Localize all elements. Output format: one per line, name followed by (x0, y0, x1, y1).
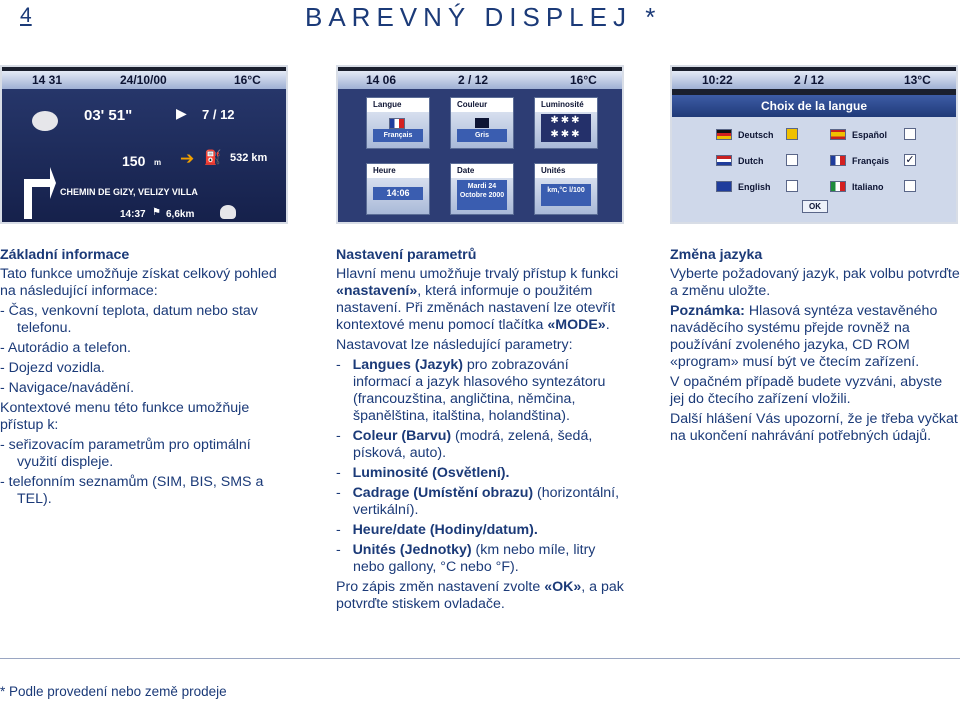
text: Pro zápis změn nastavení zvolte (336, 579, 545, 595)
text: Hlasová syntéza vestavěného naváděcího systému přejde rovněž na používání zvoleného jazyka, CD ROM «program» musí být ve čtecím zařízení. (670, 303, 938, 370)
tile-label: Luminosité (535, 98, 597, 112)
screen-status-bar (672, 71, 956, 89)
text-emphasis: Coleur (Barvu) (352, 428, 452, 444)
track-number: 7 / 12 (202, 107, 235, 122)
brightness-icon: ✱✱✱ ✱✱✱ (541, 114, 591, 142)
language-checkbox[interactable] (904, 128, 916, 140)
note-label: Poznámka: (670, 303, 745, 319)
language-checkbox[interactable] (786, 128, 798, 140)
tile-value: Français (373, 129, 423, 142)
text: , která informuje o použitém nastavení. Při změnách nastavení lze otevřít kontextové menu pomocí tlačítka (336, 283, 616, 333)
text: , a pak potvrďte stiskem ovladače. (336, 579, 624, 612)
tile-label: Heure (367, 164, 429, 178)
flag-icon: ⚑ (152, 207, 161, 218)
text: Hlavní menu umožňuje trvalý přístup k funkci (336, 266, 619, 282)
tile-label: Unités (535, 164, 597, 178)
cd-icon (32, 111, 58, 131)
footer-divider (0, 658, 960, 659)
paragraph: Další hlášení Vás upozorní, že je třeba vyčkat na ukončení nahrávání potřebných údajů. (670, 411, 958, 444)
phone-icon (220, 205, 236, 219)
language-option[interactable]: Français (852, 156, 890, 166)
tile-language[interactable] (366, 97, 430, 149)
page-title: BAREVNÝ DISPLEJ * (305, 2, 662, 32)
list-item: - Langues (Jazyk) pro zobrazování informací a jazyk hlasového syntezátoru (francouzština, angličtina, němčina, španělština, italština, holandština). (336, 357, 606, 424)
list-item: - seřizovacím parametrům pro optimální využití displeje. (0, 437, 251, 470)
language-checkbox[interactable] (786, 154, 798, 166)
text-emphasis: Luminosité (Osvětlení). (352, 465, 510, 481)
column-basic-info (0, 247, 290, 511)
tile-label: Langue (367, 98, 429, 112)
text-emphasis: Cadrage (Umístění obrazu) (352, 485, 534, 501)
tile-label: Couleur (451, 98, 513, 112)
list-item: - Unités (Jednotky) (km nebo míle, litry nebo gallony, °C nebo °F). (336, 542, 596, 575)
text: . (605, 317, 610, 333)
text-emphasis: «MODE» (547, 317, 606, 333)
route-street: CHEMIN DE GIZY, VELIZY VILLA (60, 187, 198, 197)
spanish-flag-icon (830, 129, 846, 140)
tile-brightness[interactable] (534, 97, 598, 149)
language-option[interactable]: Deutsch (738, 130, 774, 140)
check-icon[interactable]: ✓ (905, 154, 915, 166)
italian-flag-icon (830, 181, 846, 192)
text-emphasis: «OK» (544, 579, 582, 595)
tile-value: 14:06 (373, 187, 423, 200)
list-item: - Luminosité (Osvětlení). (336, 465, 510, 481)
fuel-pump-icon: ⛽ (204, 149, 222, 165)
ok-button[interactable]: OK (802, 200, 828, 213)
text-emphasis: Unités (Jednotky) (352, 542, 472, 558)
french-flag-icon (389, 118, 405, 129)
paragraph: Nastavovat lze následující parametry: (336, 337, 573, 353)
screen-status-bar (2, 71, 286, 89)
list-item: - Coleur (Barvu) (modrá, zelená, šedá, písková, auto). (336, 428, 593, 461)
language-checkbox[interactable] (786, 180, 798, 192)
screen-language-choice (670, 65, 958, 224)
screen-settings (336, 65, 624, 224)
eta-time: 14:37 (120, 209, 146, 220)
german-flag-icon (716, 129, 732, 140)
screen-temp: 16°C (570, 73, 597, 87)
paragraph: Kontextové menu této funkce umožňuje přístup k: (0, 400, 250, 433)
screen-page: 2 / 12 (458, 73, 489, 87)
eta-distance: 6,6km (166, 209, 195, 220)
text: (horizontální, vertikální). (353, 485, 620, 518)
text-emphasis: Heure/date (Hodiny/datum). (352, 522, 538, 538)
tile-value: Mardi 24 Octobre 2000 (457, 180, 507, 210)
list-item: - Čas, venkovní teplota, datum nebo stav telefonu. (0, 303, 258, 336)
text-emphasis: «nastavení» (336, 283, 418, 299)
language-option[interactable]: Español (852, 130, 888, 140)
column-settings (336, 247, 628, 616)
text: (km nebo míle, litry nebo gallony, °C nebo °F). (353, 542, 596, 575)
list-item: - Autorádio a telefon. (0, 340, 131, 356)
paragraph (336, 579, 628, 613)
language-dialog-title: Choix de la langue (672, 95, 956, 117)
screen-time: 14 06 (366, 73, 397, 87)
tile-time[interactable] (366, 163, 430, 215)
section-heading: Změna jazyka (670, 247, 763, 263)
language-checkbox[interactable] (904, 180, 916, 192)
list-item: - telefonním seznamům (SIM, BIS, SMS a TEL). (0, 474, 264, 507)
screen-basic-info (0, 65, 288, 224)
page-number: 4 (20, 4, 32, 27)
tile-date[interactable] (450, 163, 514, 215)
tile-color[interactable] (450, 97, 514, 149)
language-option[interactable]: Italiano (852, 182, 884, 192)
paragraph (336, 266, 628, 334)
text: (modrá, zelená, šedá, písková, auto). (353, 428, 593, 461)
play-icon: ▶ (176, 105, 187, 121)
screen-temp: 13°C (904, 73, 931, 87)
paragraph: Tato funkce umožňuje získat celkový pohled na následující informace: (0, 266, 277, 299)
section-heading: Nastavení parametrů (336, 247, 477, 263)
uk-flag-icon (716, 181, 732, 192)
language-option[interactable]: Dutch (738, 156, 764, 166)
french-flag-icon (830, 155, 846, 166)
elapsed-time: 03' 51" (84, 107, 133, 124)
screen-time: 10:22 (702, 73, 733, 87)
color-swatch-icon (475, 118, 489, 128)
screen-temp: 16°C (234, 73, 261, 87)
screen-status-bar (338, 71, 622, 89)
turn-right-arrow-icon: ➔ (180, 149, 195, 168)
tile-units[interactable] (534, 163, 598, 215)
column-language-change (670, 247, 960, 448)
footnote: * Podle provedení nebo země prodeje (0, 684, 227, 699)
screen-date: 24/10/00 (120, 73, 167, 87)
dutch-flag-icon (716, 155, 732, 166)
tile-label: Date (451, 164, 513, 178)
text-emphasis: Langues (Jazyk) (352, 357, 463, 373)
tile-value: km,°C l/100 (541, 184, 591, 206)
list-item: - Heure/date (Hodiny/datum). (336, 522, 538, 538)
paragraph: V opačném případě budete vyzváni, abyste jej do čtecího zařízení vložili. (670, 374, 943, 407)
range-remaining: 532 km (230, 152, 268, 164)
tile-value: Gris (457, 129, 507, 142)
screen-time: 14 31 (32, 73, 63, 87)
text: pro zobrazování informací a jazyk hlasového syntezátoru (francouzština, angličtina, němčina, španělština, italština, holandština). (353, 357, 606, 424)
distance: 150 (122, 153, 146, 169)
paragraph (670, 303, 960, 371)
language-option[interactable]: English (738, 182, 771, 192)
section-heading: Základní informace (0, 247, 130, 263)
distance-unit: m (154, 158, 162, 167)
screen-page: 2 / 12 (794, 73, 825, 87)
list-item: - Cadrage (Umístění obrazu) (horizontální, vertikální). (336, 485, 620, 518)
paragraph: Vyberte požadovaný jazyk, pak volbu potvrďte a změnu uložte. (670, 266, 960, 299)
list-item: - Navigace/navádění. (0, 380, 135, 396)
list-item: - Dojezd vozidla. (0, 360, 105, 376)
navigation-arrow-icon (10, 153, 56, 219)
